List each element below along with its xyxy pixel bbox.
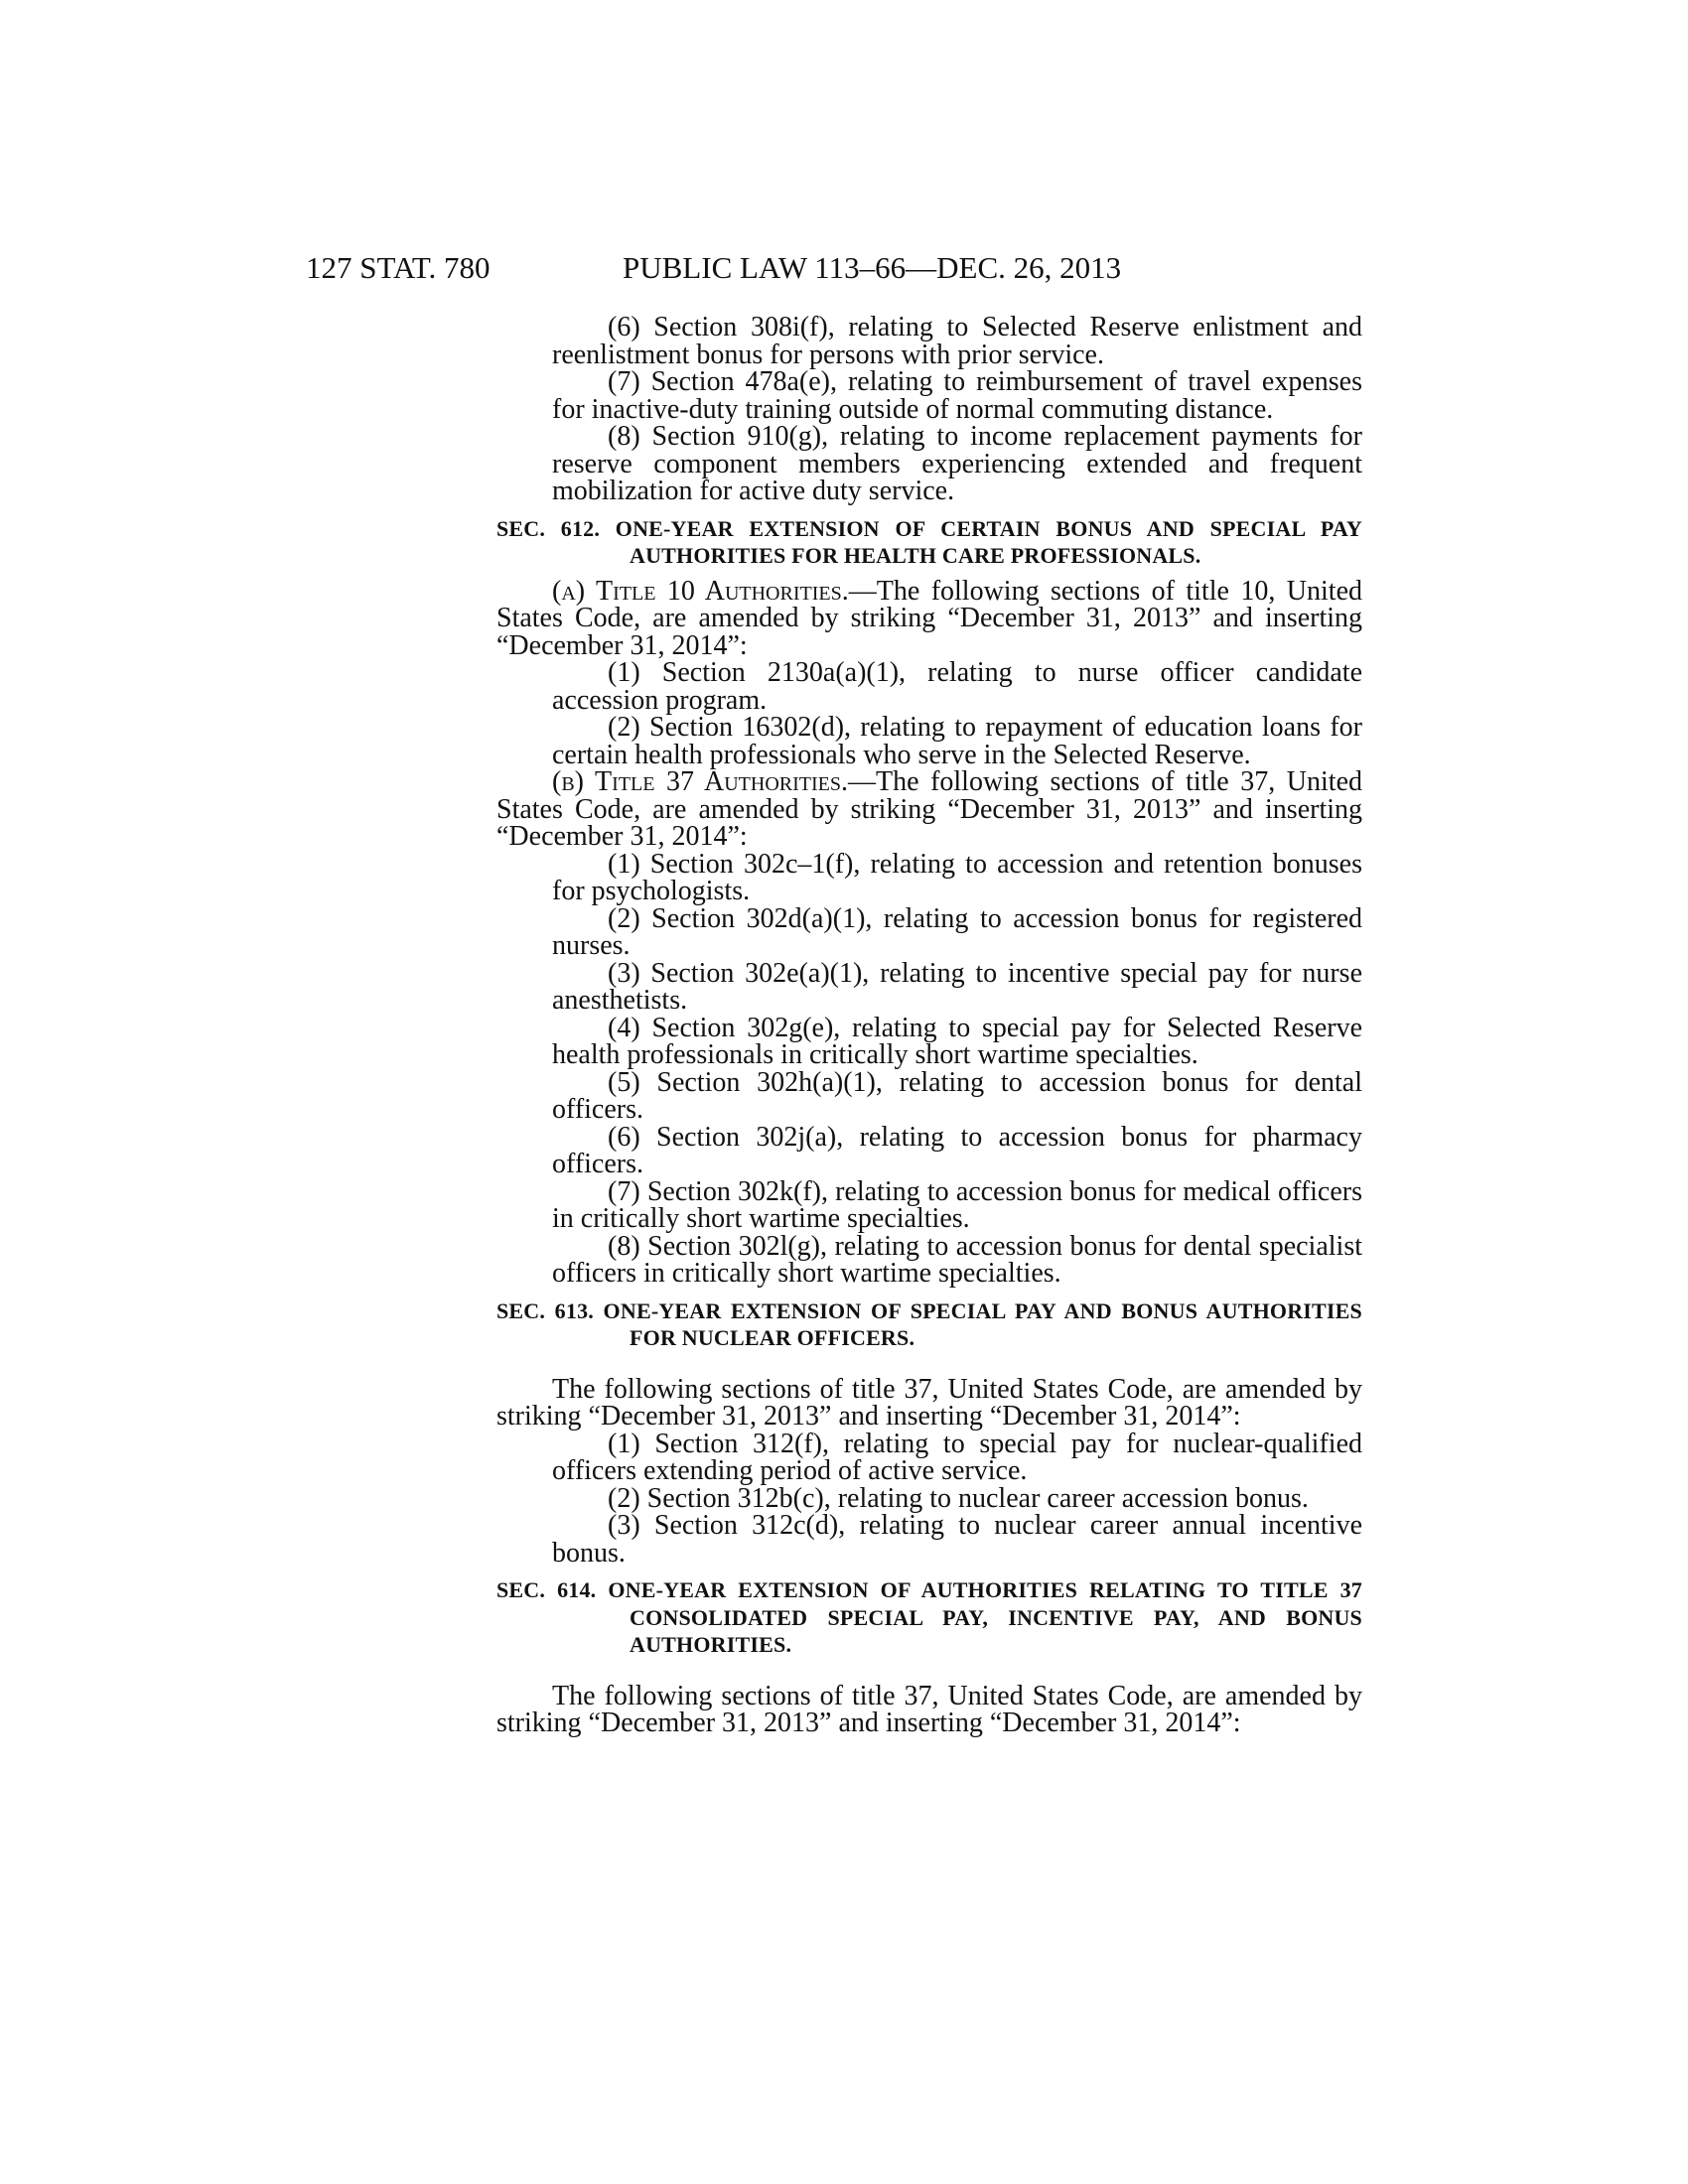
list-item: (8) Section 302l(g), relating to accession bonus for dental specialist officers in critically short wartime specialties. — [552, 1230, 1362, 1289]
stat-page-number: 127 STAT. 780 — [306, 250, 491, 285]
list-item: (2) Section 16302(d), relating to repayment of education loans for certain health professionals who serve in the Selected Reserve. — [552, 712, 1362, 770]
list-item: (1) Section 312(f), relating to special pay for nuclear-qualified officers extending period of active service. — [552, 1428, 1362, 1486]
list-item: (2) Section 312b(c), relating to nuclear career accession bonus. — [608, 1482, 1309, 1514]
paragraph: (6) Section 308i(f), relating to Selected Reserve enlistment and reenlistment bonus for persons with prior service. — [552, 312, 1362, 370]
section-heading-614: SEC. 614. ONE-YEAR EXTENSION OF AUTHORITIES RELATING TO TITLE 37 CONSOLIDATED SPECIAL PAY, INCENTIVE PAY, AND BONUS AUTHORITIES. — [496, 1577, 1362, 1657]
list-item: (1) Section 302c–1(f), relating to accession and retention bonuses for psychologists. — [552, 848, 1362, 906]
list-item: (4) Section 302g(e), relating to special pay for Selected Reserve health professionals in critically short wartime specialties. — [552, 1012, 1362, 1070]
subsection-a — [496, 575, 1362, 661]
list-item: (2) Section 302d(a)(1), relating to accession bonus for registered nurses. — [552, 902, 1362, 961]
page-body — [496, 314, 1362, 1737]
section-heading-613: SEC. 613. ONE-YEAR EXTENSION OF SPECIAL PAY AND BONUS AUTHORITIES FOR NUCLEAR OFFICERS. — [496, 1297, 1362, 1350]
page-header — [0, 248, 1688, 288]
subsection-b — [496, 768, 1362, 851]
list-item: (1) Section 2130a(a)(1), relating to nurse officer candidate accession program. — [552, 657, 1362, 716]
paragraph: (8) Section 910(g), relating to income replacement payments for reserve component members experiencing extended and frequent mobilization for active duty service. — [552, 421, 1362, 506]
list-item: (5) Section 302h(a)(1), relating to accession bonus for dental officers. — [552, 1066, 1362, 1125]
subsection-b-text: —The following sections of title 37, United States Code, are amended by striking “December 31, 2013” and inserting “December 31, 2014”: — [496, 766, 1362, 852]
list-item: (7) Section 302k(f), relating to accession bonus for medical officers in critically short wartime specialties. — [552, 1175, 1362, 1234]
running-head: PUBLIC LAW 113–66—DEC. 26, 2013 — [623, 250, 1122, 285]
subsection-a-text: —The following sections of title 10, United States Code, are amended by striking “December 31, 2013” and inserting “December 31, 2014”: — [496, 575, 1362, 661]
subsection-a-label: (a) Title 10 Authorities. — [552, 575, 849, 607]
list-item: (3) Section 302e(a)(1), relating to incentive special pay for nurse anesthetists. — [552, 957, 1362, 1016]
subsection-b-label: (b) Title 37 Authorities. — [552, 766, 848, 797]
paragraph: (7) Section 478a(e), relating to reimbursement of travel expenses for inactive-duty training outside of normal commuting distance. — [552, 366, 1362, 425]
list-item: (3) Section 312c(d), relating to nuclear career annual incentive bonus. — [552, 1510, 1362, 1569]
section-614-intro: The following sections of title 37, United States Code, are amended by striking “December 31, 2013” and inserting “December 31, 2014”: — [496, 1680, 1362, 1738]
list-item: (6) Section 302j(a), relating to accession bonus for pharmacy officers. — [552, 1121, 1362, 1179]
section-heading-612: SEC. 612. ONE-YEAR EXTENSION OF CERTAIN BONUS AND SPECIAL PAY AUTHORITIES FOR HEALTH CARE PROFESSIONALS. — [496, 515, 1362, 568]
section-613-intro: The following sections of title 37, United States Code, are amended by striking “December 31, 2013” and inserting “December 31, 2014”: — [496, 1373, 1362, 1432]
